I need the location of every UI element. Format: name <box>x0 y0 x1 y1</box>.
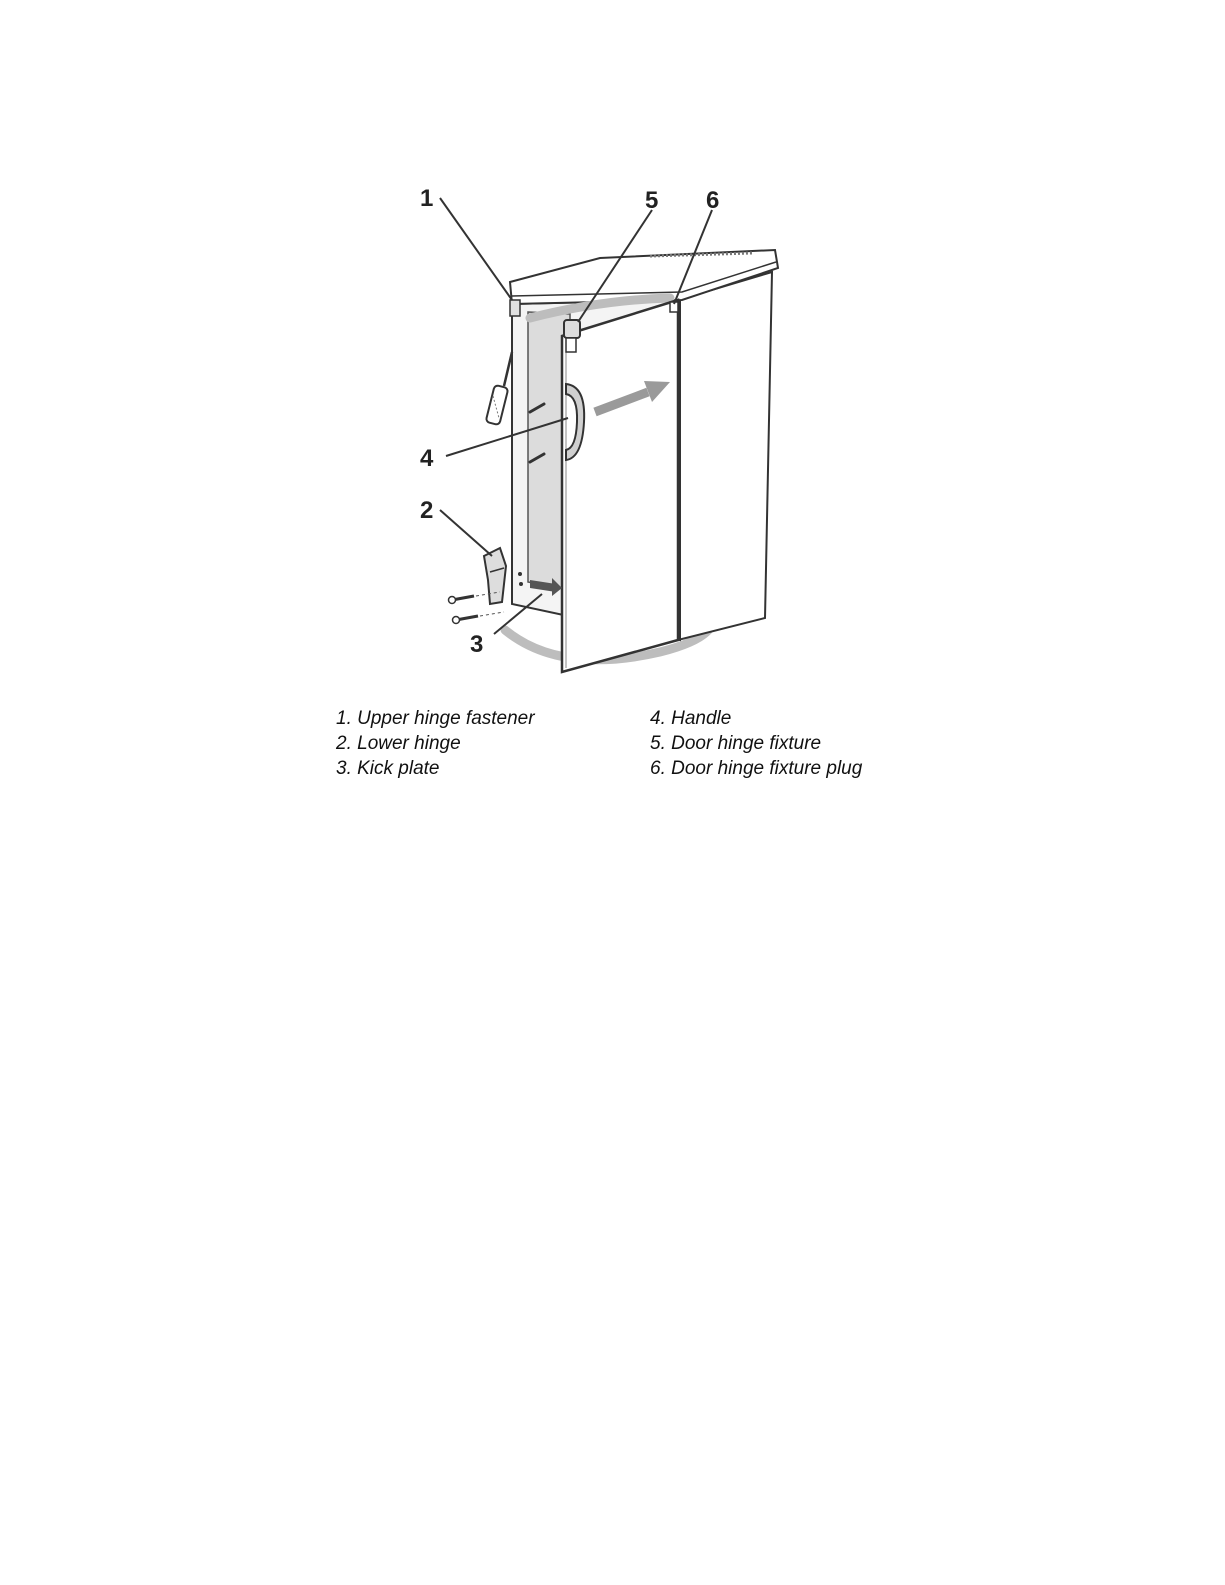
callout-number-6: 6 <box>706 187 720 214</box>
callout-leader-1 <box>440 198 512 300</box>
legend-item-door-hinge-fixture: 5. Door hinge fixture <box>650 733 822 754</box>
legend-item-handle: 4. Handle <box>650 708 732 729</box>
upper-hinge-fastener-icon <box>510 300 520 316</box>
hinge-hole-icon <box>519 582 523 586</box>
legend-item-upper-hinge-fastener: 1. Upper hinge fastener <box>336 708 535 729</box>
refrigerator-door <box>562 300 678 672</box>
callout-number-4: 4 <box>420 445 434 472</box>
lower-hinge-screw-icon <box>453 612 505 624</box>
callout-leader-2 <box>440 510 492 556</box>
legend-item-kick-plate: 3. Kick plate <box>336 758 440 779</box>
parts-legend-right-column <box>650 706 862 781</box>
legend-item-lower-hinge: 2. Lower hinge <box>336 733 461 754</box>
refrigerator-door-reversal-diagram <box>0 0 1225 720</box>
callout-number-1: 1 <box>420 185 434 212</box>
cabinet-side-panel <box>678 272 772 640</box>
parts-legend-left-column <box>336 706 535 781</box>
legend-item-door-hinge-fixture-plug: 6. Door hinge fixture plug <box>650 758 863 779</box>
hinge-hole-icon <box>518 572 522 576</box>
callout-number-5: 5 <box>645 187 659 214</box>
callout-number-3: 3 <box>470 631 484 658</box>
screwdriver-icon <box>486 352 512 425</box>
lower-hinge-icon <box>484 548 506 604</box>
callout-number-2: 2 <box>420 497 434 524</box>
